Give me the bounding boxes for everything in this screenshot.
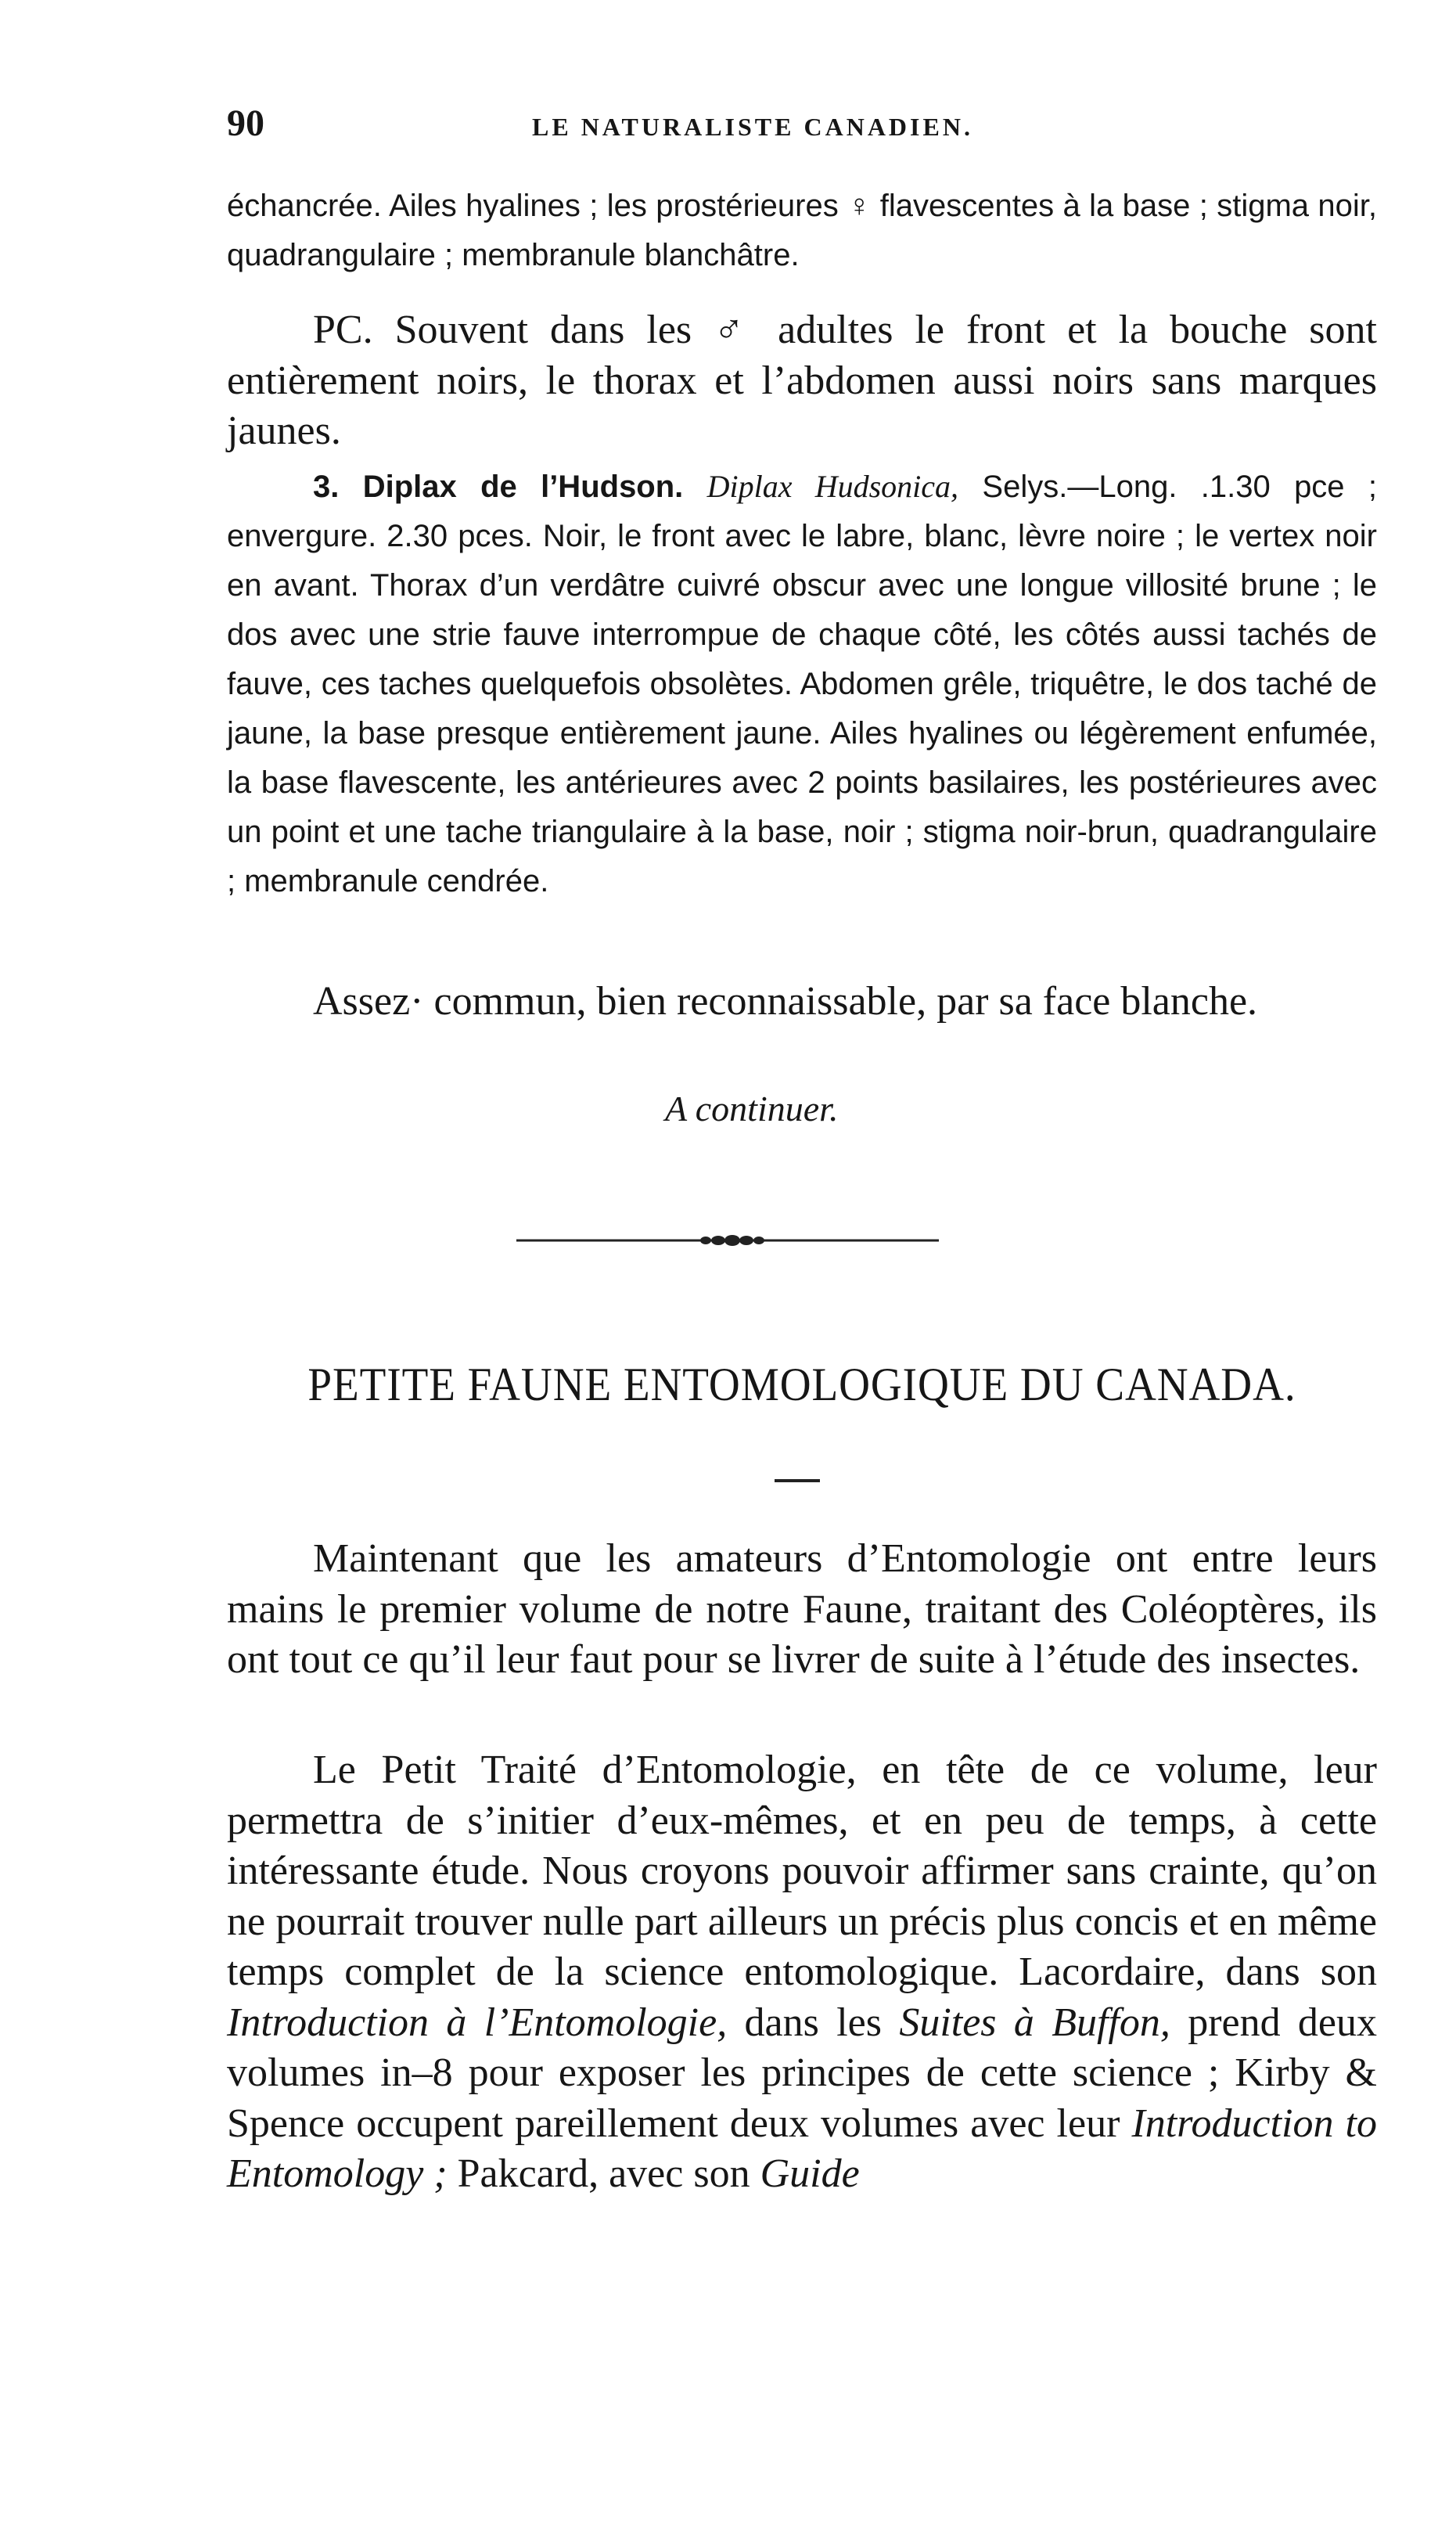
section-ornament bbox=[516, 1235, 939, 1246]
running-header bbox=[227, 102, 1377, 149]
p2-text-4: Pakcard, avec son bbox=[447, 2151, 760, 2196]
p2-text-3: prend deux volumes in–8 pour exposer les principes de cette science ; Kirby & Spence occupent pareillement deux volumes avec leur bbox=[227, 2000, 1378, 2146]
title-dash bbox=[775, 1479, 820, 1482]
section-title: PETITE FAUNE ENTOMOLOGIQUE DU CANADA. bbox=[307, 1359, 1296, 1410]
pc-paragraph: PC. Souvent dans les ♂ adultes le front et la bouche sont entièrement noirs, le thorax et l’abdomen aussi noirs sans marques jaunes. bbox=[227, 308, 1377, 453]
p2-italic-2: Suites à Buffon, bbox=[899, 2000, 1170, 2045]
p2-italic-4: Guide bbox=[760, 2151, 860, 2196]
species-latin-name: Diplax Hudsonica, bbox=[706, 469, 959, 504]
body-paragraph-1: Maintenant que les amateurs d’Entomologie ont entre leurs mains le premier volume de notre Faune, traitant des Coléoptères, ils ont tout ce qu’il leur faut pour se livrer de suite à l’étude des insectes. bbox=[227, 1536, 1377, 1682]
p2-italic-3: Introduction to Entomology ; bbox=[227, 2101, 1377, 2196]
continuer-note: A continuer. bbox=[665, 1089, 839, 1129]
species-name: 3. Diplax de l’Hudson. bbox=[313, 470, 684, 504]
continued-description: échancrée. Ailes hyalines ; les prostérieures ♀ flavescentes à la base ; stigma noir, quadrangulaire ; membranule blanchâtre. bbox=[227, 189, 1377, 272]
assez-paragraph: Assez· commun, bien reconnaissable, par sa face blanche. bbox=[313, 979, 1258, 1024]
species-entry bbox=[227, 462, 1377, 906]
species-description: Selys.—Long. .1.30 pce ; envergure. 2.30 pces. Noir, le front avec le labre, blanc, lèvre noire ; le vertex noir en avant. Thorax d’un verdâtre cuivré obscur avec une longue villosité brune ; le dos avec une strie fauve interrompue de chaque côté, les côtés aussi tachés de fauve, ces taches quelquefois obsolètes. Abdomen grêle, triquêtre, le dos taché de jaune, la base presque entièrement jaune. Ailes hyalines ou légèrement enfumée, la base flavescente, les antérieures avec 2 points basilaires, les postérieures avec un point et une tache triangulaire à la base, noir ; stigma noir-brun, quadrangulaire ; membranule cendrée. bbox=[227, 470, 1378, 898]
body-paragraph-2 bbox=[227, 1745, 1377, 2200]
page-number: 90 bbox=[227, 103, 264, 144]
running-title: LE NATURALISTE CANADIEN. bbox=[532, 113, 973, 141]
p2-text-1: Le Petit Traité d’Entomologie, en tête de ce volume, leur permettra de s’initier d’eux-mêmes, et en peu de temps, à cette intéressante étude. Nous croyons pouvoir affirmer sans crainte, qu’on ne pourrait trouver nulle part ailleurs un précis plus concis et en même temps complet de la science entomologique. Lacordaire, dans son bbox=[227, 1748, 1377, 1994]
p2-italic-1: Introduction à l’Entomologie, bbox=[227, 2000, 728, 2045]
p2-text-2: dans les bbox=[727, 2000, 900, 2045]
